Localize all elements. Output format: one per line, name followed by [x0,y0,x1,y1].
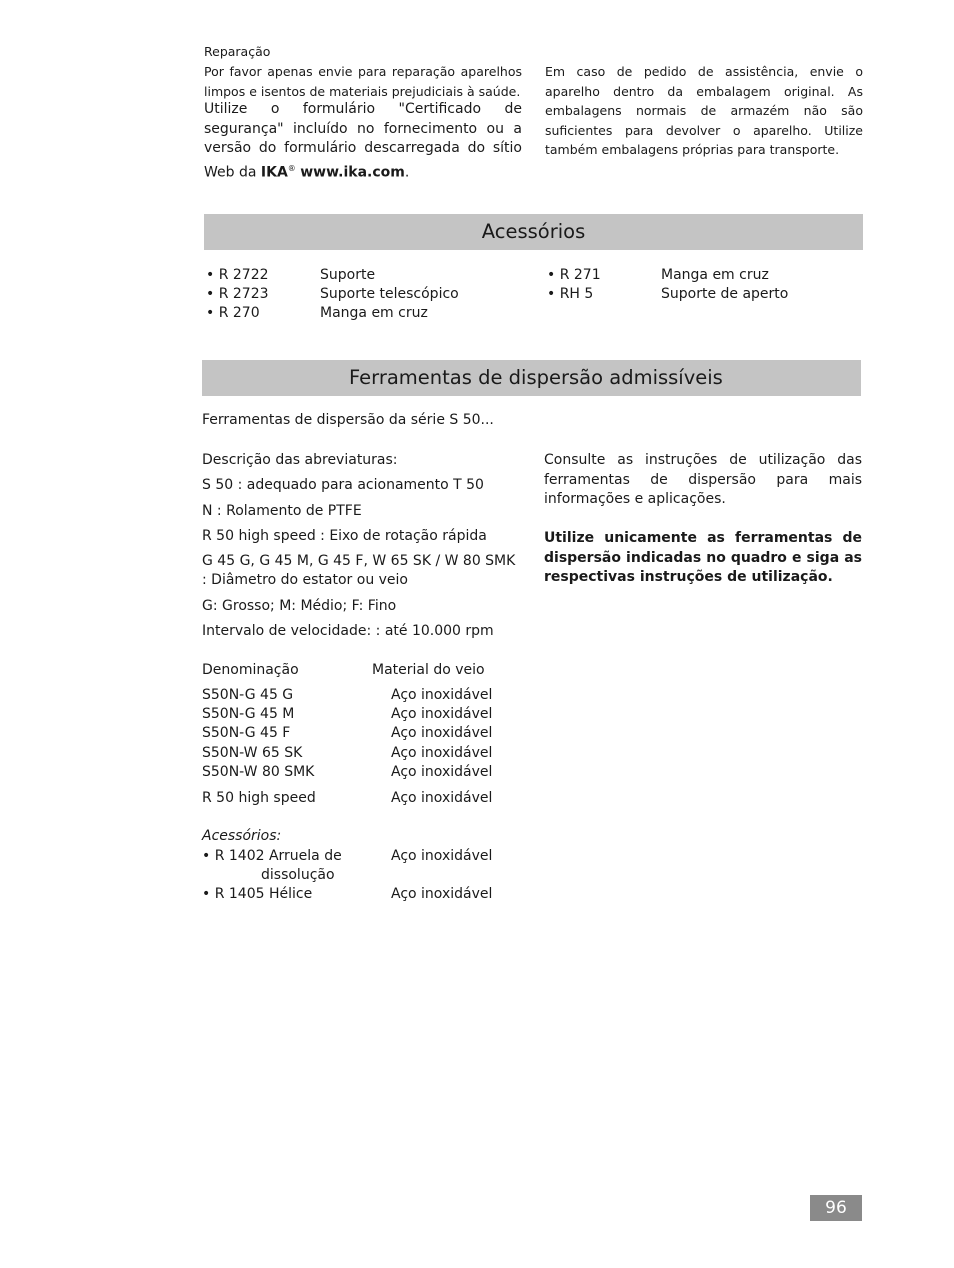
table-row-material: Aço inoxidável [391,848,493,864]
table-row-name: • R 1402 Arruela de [202,848,342,864]
tools-warning-paragraph: Utilize unicamente as ferramentas de dispersão indicadas no quadro e siga as respectivas instruções de utilização. [544,530,862,585]
table-row-name: • R 1405 Hélice [202,886,313,902]
abbreviation-item: G 45 G, G 45 M, G 45 F, W 65 SK / W 80 SMK : Diâmetro do estator ou veio [202,553,516,588]
accessory-code: • R 270 [206,305,260,321]
table-row-name-continued: dissolução [261,867,335,883]
accessory-name: Manga em cruz [661,267,769,283]
table-row-name: R 50 high speed [202,790,316,806]
abbreviation-item: Intervalo de velocidade: : até 10.000 rpm [202,623,494,639]
table-row-material: Aço inoxidável [391,706,493,722]
page-number: 96 [810,1195,862,1221]
table-row-name: S50N-W 80 SMK [202,764,315,780]
website-link[interactable]: www.ika.com [300,164,405,181]
brand-name: IKA [260,164,288,181]
registered-mark: ® [287,163,296,173]
accessory-name: Suporte telescópico [320,286,459,302]
abbreviation-item: R 50 high speed : Eixo de rotação rápida [202,528,487,544]
tools-heading-text: Ferramentas de dispersão admissíveis [349,366,723,389]
column-header-material: Material do veio [372,662,485,678]
accessories-sublabel: Acessórios: [202,828,282,844]
accessories-heading: Acessórios [204,214,863,250]
table-row-name: S50N-G 45 F [202,725,291,741]
column-header-name: Denominação [202,662,299,678]
table-row-material: Aço inoxidável [391,764,493,780]
table-row-name: S50N-G 45 M [202,706,295,722]
accessory-code: • R 2722 [206,267,269,283]
repair-title: Reparação [204,44,271,59]
abbreviations-title: Descrição das abreviaturas: [202,452,398,468]
table-row-material: Aço inoxidável [391,745,493,761]
accessory-name: Manga em cruz [320,305,428,321]
table-row-material: Aço inoxidável [391,725,493,741]
table-row-material: Aço inoxidável [391,886,493,902]
table-row-material: Aço inoxidável [391,790,493,806]
tools-heading [202,360,861,396]
accessory-name: Suporte de aperto [661,286,789,302]
table-row-material: Aço inoxidável [391,687,493,703]
period: . [404,164,410,181]
accessory-name: Suporte [320,267,376,283]
repair-paragraph-2 [204,100,522,183]
tools-series: Ferramentas de dispersão da série S 50... [202,412,494,428]
table-row-name: S50N-G 45 G [202,687,294,703]
abbreviation-item: N : Rolamento de PTFE [202,503,362,519]
tools-info-paragraph: Consulte as instruções de utilização das ferramentas de dispersão para mais informações e aplicações. [544,452,862,507]
repair-paragraph-1: Por favor apenas envie para reparação aparelhos limpos e isentos de materiais prejudiciais à saúde. [204,64,522,99]
abbreviation-item: G: Grosso; M: Médio; F: Fino [202,598,397,614]
repair-paragraph-2-text: Utilize o formulário "Certificado de segurança" incluído no fornecimento ou a versão do formulário descarregada do sítio Web da [204,101,522,181]
accessory-code: • R 2723 [206,286,269,302]
accessory-code: • R 271 [547,267,601,283]
accessory-code: • RH 5 [547,286,594,302]
repair-right-paragraph: Em caso de pedido de assistência, envie o aparelho dentro da embalagem original. As embalagens normais de armazém não são suficientes para devolver o aparelho. Utilize também embalagens próprias para transporte. [545,64,863,157]
abbreviation-item: S 50 : adequado para acionamento T 50 [202,477,484,493]
table-row-name: S50N-W 65 SK [202,745,303,761]
